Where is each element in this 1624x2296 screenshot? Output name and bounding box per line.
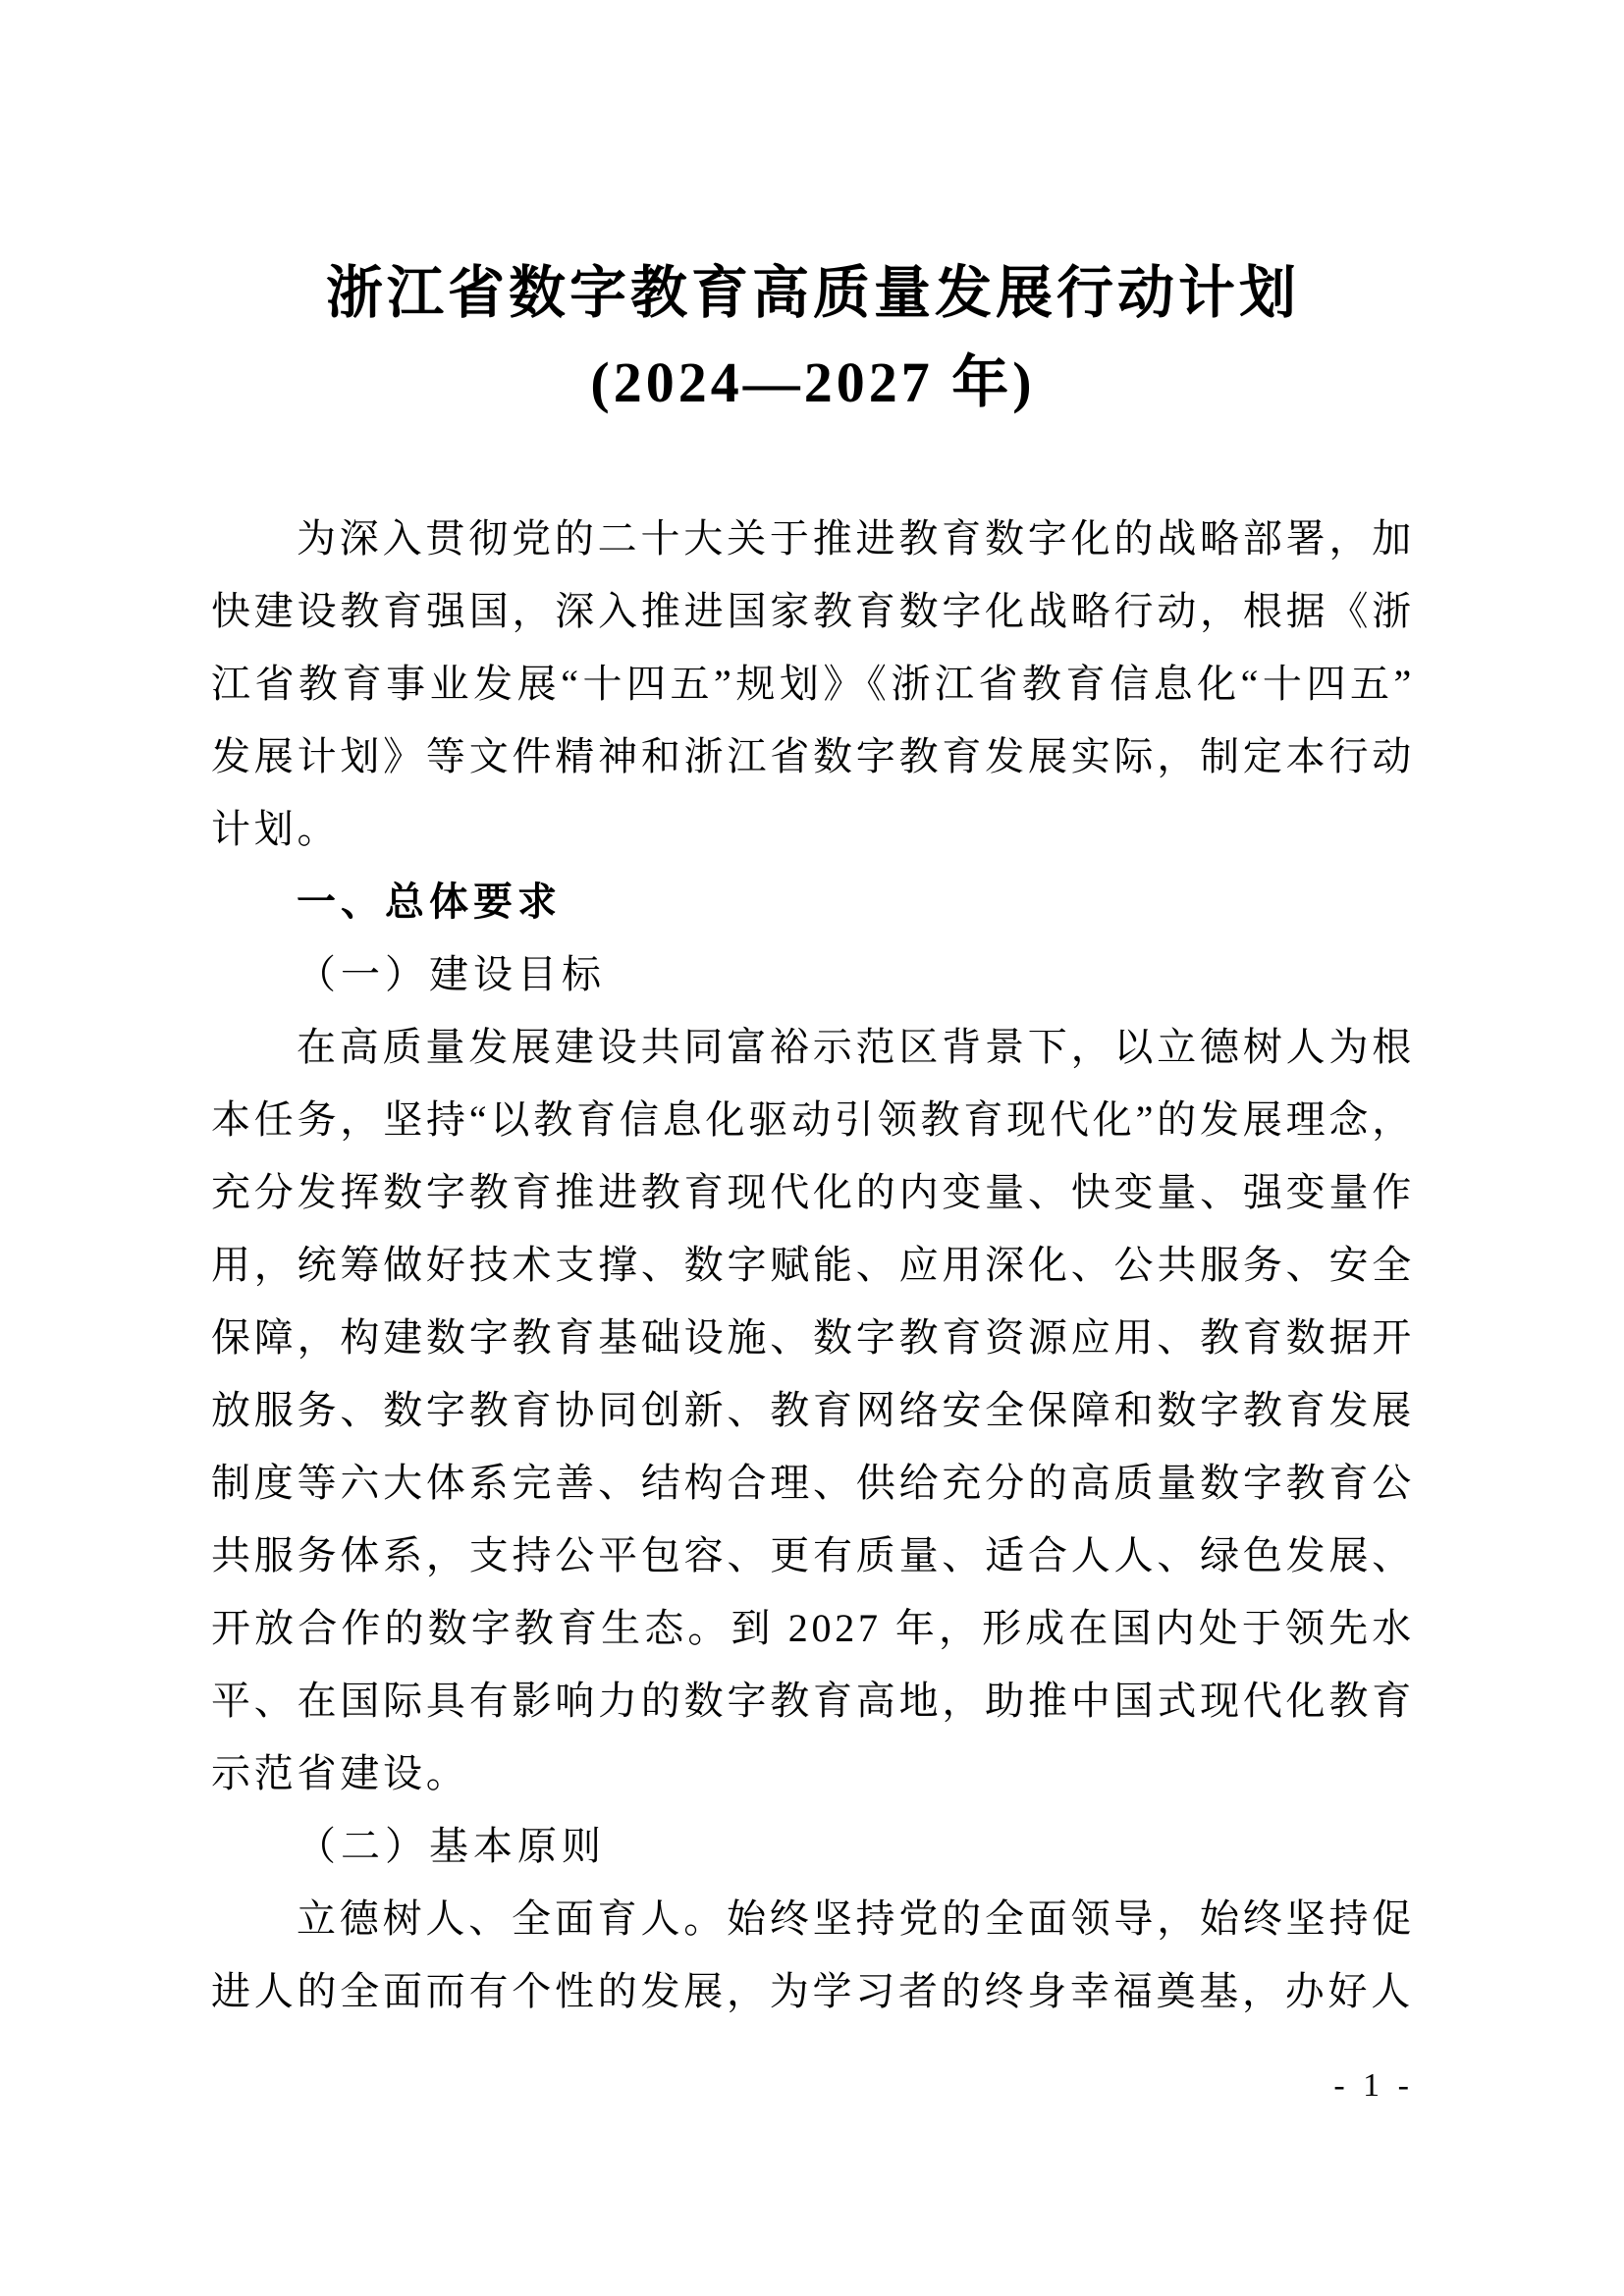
paragraph-preamble: 为深入贯彻党的二十大关于推进教育数字化的战略部署，加快建设教育强国，深入推进国家教育数字化战略行动，根据《浙江省教育事业发展“十四五”规划》《浙江省教育信息化“十四五”发展计划》等文件精神和浙江省数字教育发展实际，制定本行动计划。 bbox=[211, 516, 1415, 851]
paragraph-basic-principles-truncated: 立德树人、全面育人。始终坚持党的全面领导，始终坚持促进人的全面而有个性的发展，为学习者的终身幸福奠基，办好人 bbox=[211, 1896, 1415, 2013]
section-heading-overall-requirements: 一、总体要求 bbox=[297, 881, 562, 924]
document-title-line-2: (2024—2027 年) bbox=[590, 350, 1036, 414]
subsection-heading-basic-principles: （二）基本原则 bbox=[297, 1824, 606, 1868]
document-title bbox=[211, 248, 1415, 427]
paragraph-construction-goals: 在高质量发展建设共同富裕示范区背景下，以立德树人为根本任务，坚持“以教育信息化驱动引领教育现代化”的发展理念，充分发挥数字教育推进教育现代化的内变量、快变量、强变量作用，统筹做好技术支撑、数字赋能、应用深化、公共服务、安全保障，构建数字教育基础设施、数字教育资源应用、教育数据开放服务、数字教育协同创新、教育网络安全保障和数字教育发展制度等六大体系完善、结构合理、供给充分的高质量数字教育公共服务体系，支持公平包容、更有质量、适合人人、绿色发展、开放合作的数字教育生态。到 2027 年，形成在国内处于领先水平、在国际具有影响力的数字教育高地，助推中国式现代化教育示范省建设。 bbox=[211, 1025, 1415, 1795]
page-number: - 1 - bbox=[1333, 2067, 1414, 2104]
document-title-line-1: 浙江省数字教育高质量发展行动计划 bbox=[325, 261, 1300, 325]
subsection-heading-construction-goals: （一）建设目标 bbox=[297, 952, 606, 996]
document-body bbox=[211, 503, 1415, 2028]
